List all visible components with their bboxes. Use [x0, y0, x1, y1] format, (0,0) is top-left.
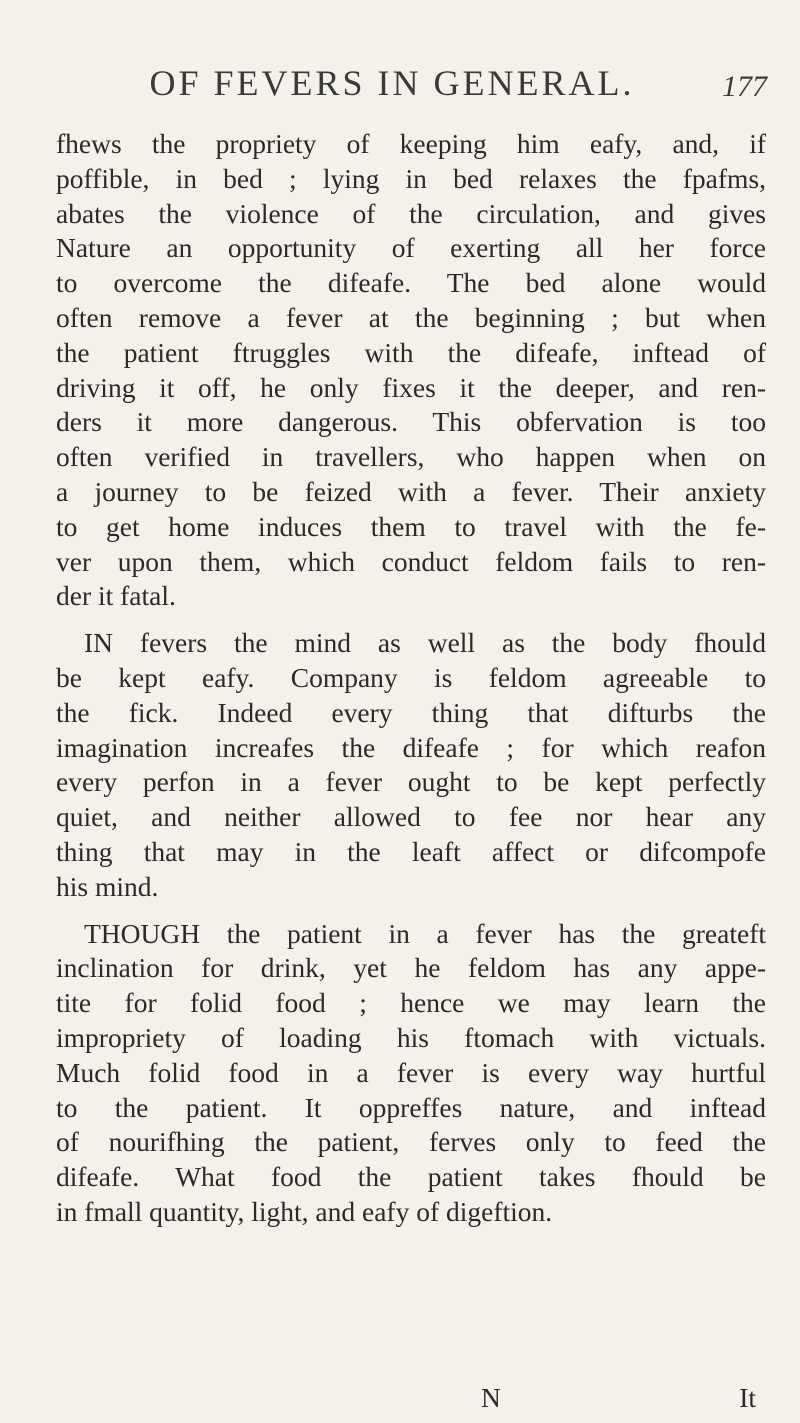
text-line: Nature an opportunity of exerting all her force — [56, 232, 766, 264]
running-head: OF FEVERS IN GENERAL. — [149, 63, 635, 103]
text-line: Much folid food in a fever is every way hurtful — [56, 1056, 766, 1088]
text-line: difeafe. What food the patient takes fhould be — [56, 1161, 766, 1193]
text-line: IN fevers the mind as well as the body fhould — [84, 627, 766, 659]
text-line: poffible, in bed ; lying in bed relaxes the fpafms, — [56, 162, 766, 194]
text-line: impropriety of loading his ftomach with victuals. — [56, 1021, 766, 1053]
signature-mark: N — [481, 1382, 501, 1413]
text-line: his mind. — [56, 870, 159, 902]
text-line: to the patient. It oppreffes nature, and inftead — [56, 1091, 766, 1123]
text-line: driving it off, he only fixes it the deeper, and ren- — [56, 371, 766, 403]
text-line: tite for folid food ; hence we may learn the — [56, 987, 766, 1019]
text-line: to overcome the difeafe. The bed alone would — [56, 267, 766, 299]
text-line: often verified in travellers, who happen when on — [56, 441, 766, 473]
text-line: a journey to be feized with a fever. Their anxiety — [56, 475, 766, 507]
text-line: the patient ftruggles with the difeafe, inftead of — [56, 336, 766, 368]
text-line: inclination for drink, yet he feldom has any appe- — [56, 952, 766, 984]
text-line: every perfon in a fever ought to be kept perfectly — [56, 766, 766, 798]
text-line: often remove a fever at the beginning ; but when — [56, 301, 766, 333]
text-line: fhews the propriety of keeping him eafy, and, if — [56, 128, 766, 159]
page-footer — [56, 1382, 766, 1416]
text-line: be kept eafy. Company is feldom agreeable to — [56, 661, 766, 693]
paragraph — [56, 917, 766, 1230]
text-line: THOUGH the patient in a fever has the greateft — [84, 917, 766, 949]
text-line: ver upon them, which conduct feldom fails to ren- — [56, 545, 766, 577]
text-line: der it fatal. — [56, 580, 176, 612]
text-line: to get home induces them to travel with the fe- — [56, 510, 766, 542]
paragraph — [56, 127, 766, 614]
text-line: imagination increafes the difeafe ; for which reafon — [56, 731, 766, 763]
paragraph-gap — [56, 905, 766, 917]
text-line: quiet, and neither allowed to fee nor hear any — [56, 801, 766, 833]
text-line: of nourifhing the patient, ferves only to feed the — [56, 1126, 766, 1158]
text-line: the fick. Indeed every thing that difturbs the — [56, 696, 766, 728]
text-line: in fmall quantity, light, and eafy of digeftion. — [56, 1195, 553, 1227]
catchword: It — [739, 1382, 756, 1413]
text-line: abates the violence of the circulation, and gives — [56, 197, 766, 229]
text-line: thing that may in the leaft affect or difcompofe — [56, 835, 766, 867]
paragraph — [56, 626, 766, 904]
page-number: 177 — [722, 70, 767, 103]
paragraph-gap — [56, 614, 766, 626]
body-text — [56, 127, 766, 1230]
text-line: ders it more dangerous. This obfervation is too — [56, 406, 766, 438]
